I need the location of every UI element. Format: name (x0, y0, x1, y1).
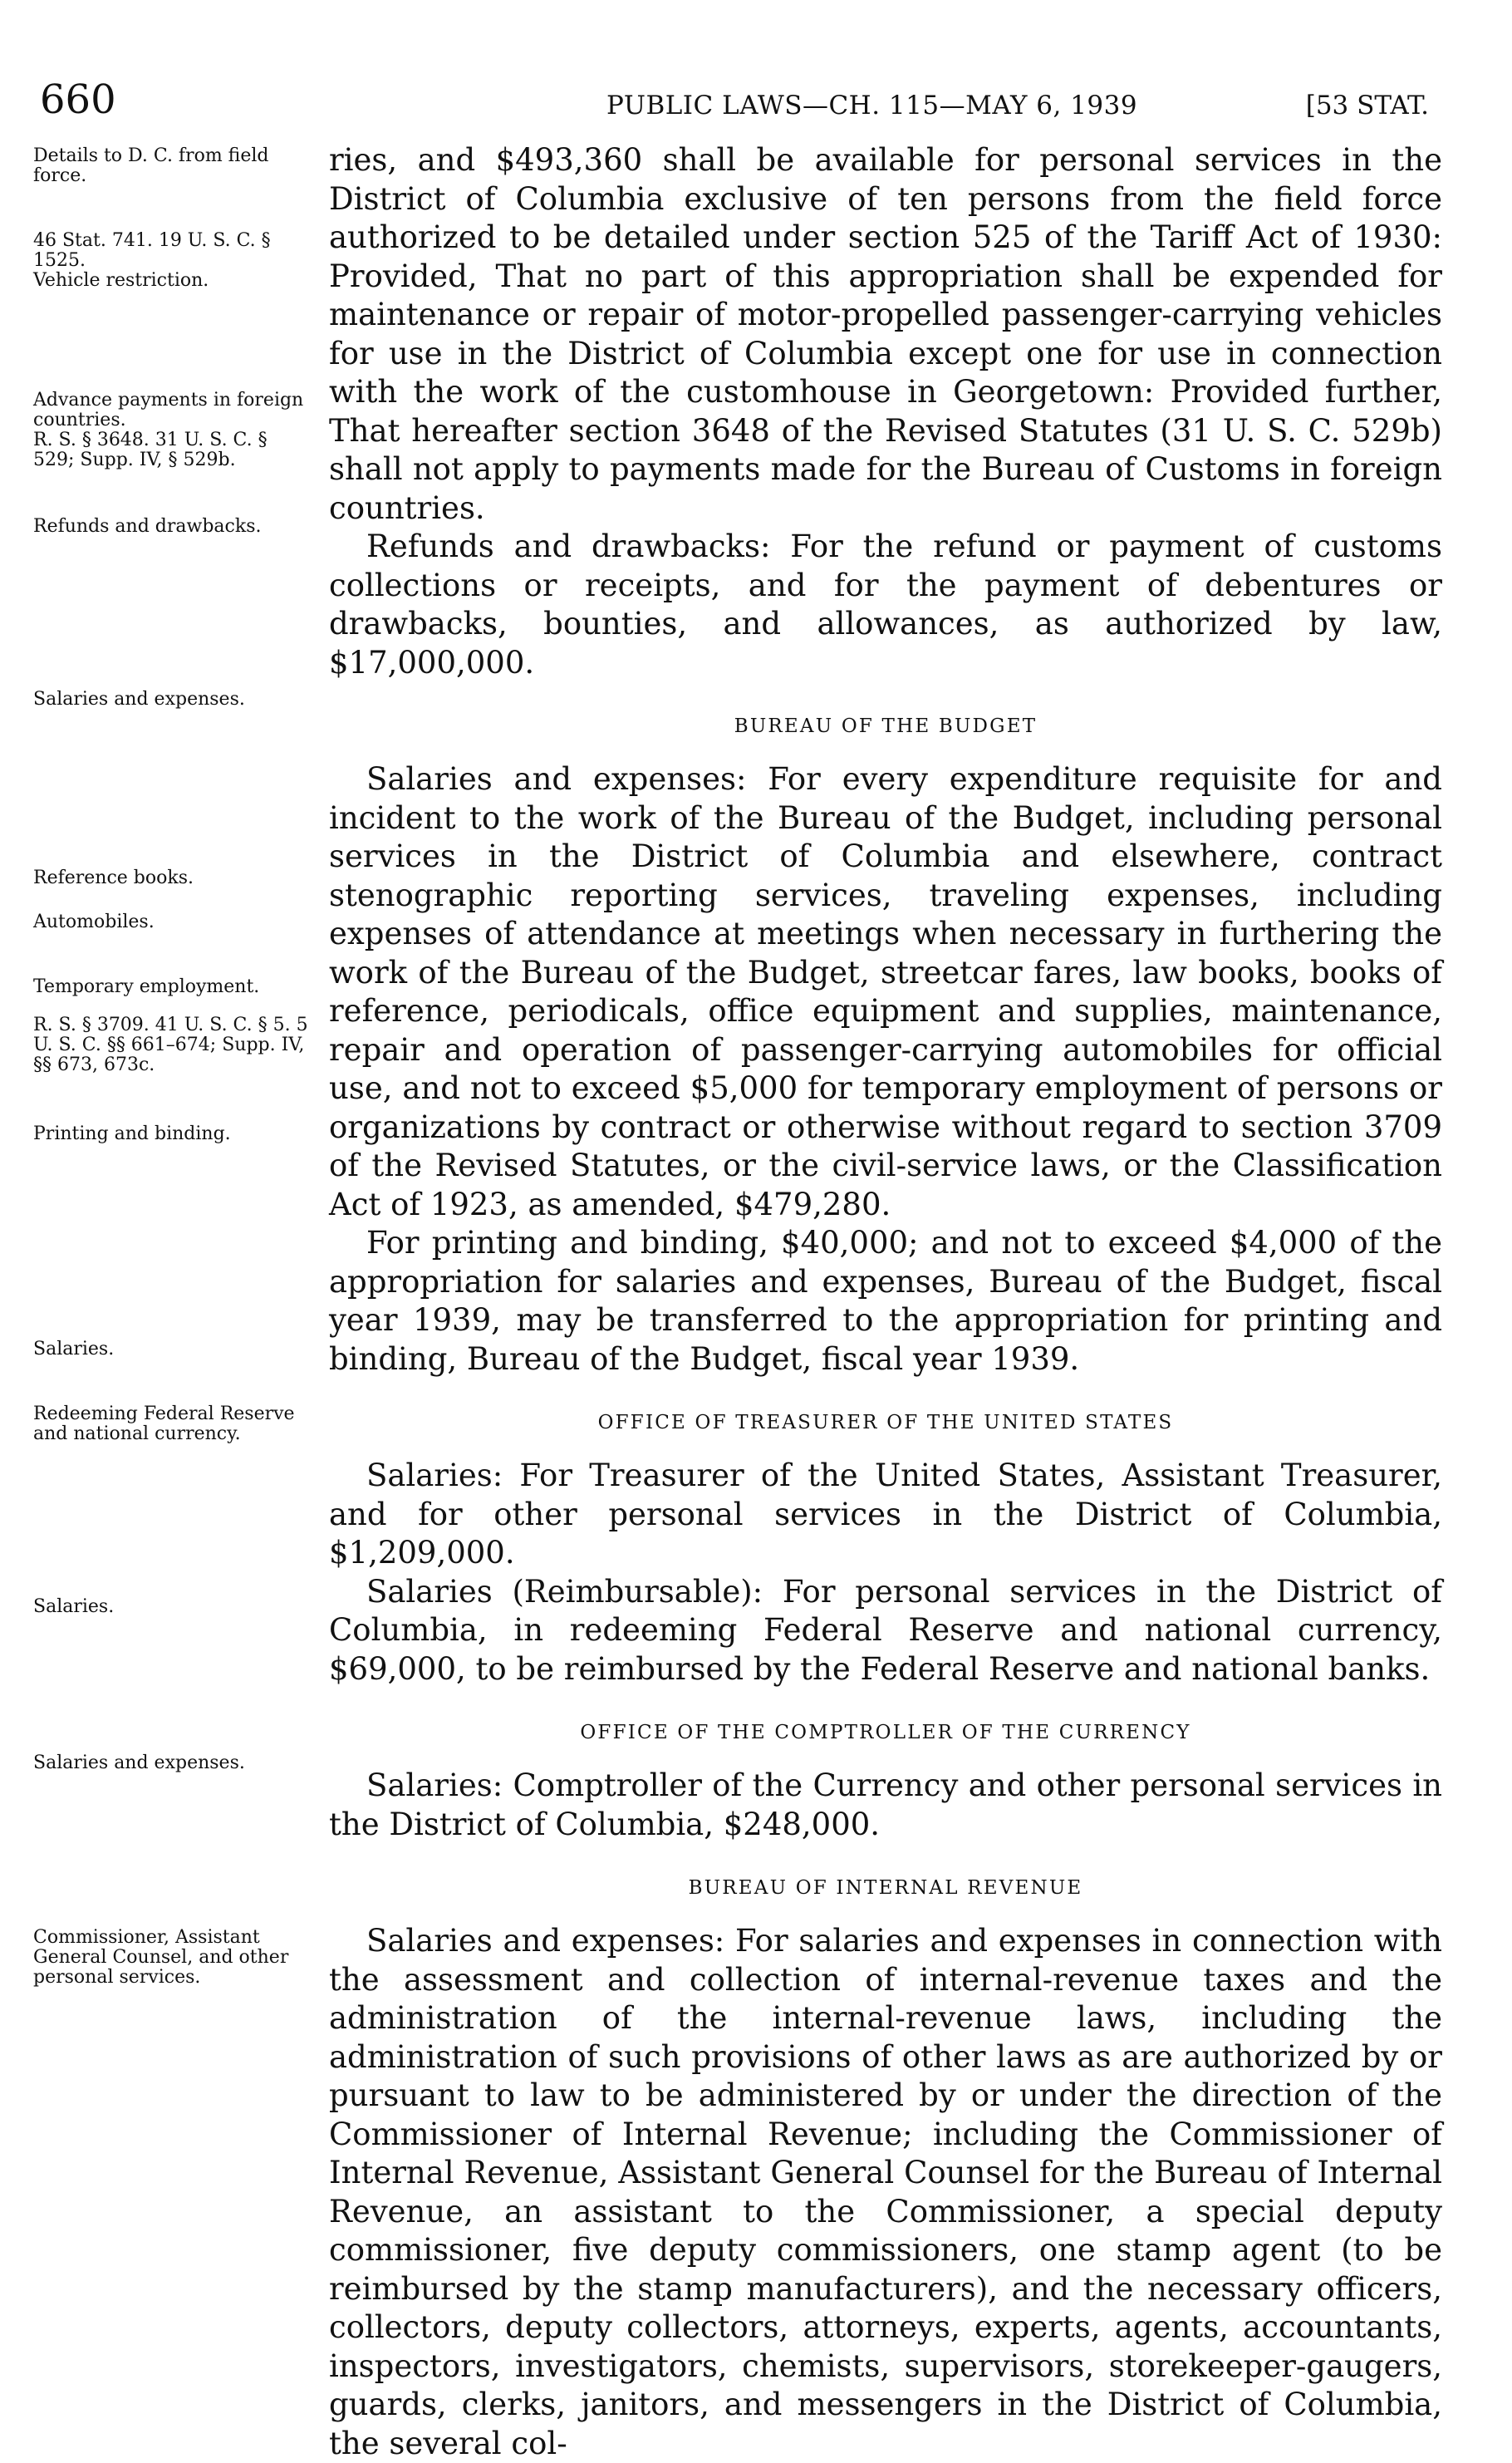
margin-note: Temporary employment. (33, 976, 260, 997)
margin-note: Refunds and drawbacks. (33, 516, 262, 537)
statute-reference: [53 STAT. (1305, 91, 1429, 120)
section-heading-treasurer: OFFICE OF TREASURER OF THE UNITED STATES (597, 1412, 1174, 1433)
margin-note: 46 Stat. 741. 19 U. S. C. § 1525. (33, 230, 271, 271)
paragraph-reimbursable-salaries: Salaries (Reimbursable): For personal services in the District of Columbia, in redeeming Federal Reserve and national currency, $69,000, to be reimbursed by the Federal Reserve and national banks. (329, 1573, 1442, 1687)
margin-note: Salaries and expenses. (33, 689, 245, 710)
section-heading-bureau-of-budget: BUREAU OF THE BUDGET (734, 715, 1038, 737)
margin-note: Redeeming Federal Reserve and national currency. (33, 1404, 295, 1444)
margin-note: R. S. § 3709. 41 U. S. C. § 5. 5 U. S. C. §§ 661–674; Supp. IV, §§ 673, 673c. (33, 1015, 308, 1075)
paragraph-budget-salaries: Salaries and expenses: For every expenditure requisite for and incident to the work of the Bureau of the Budget, including personal services in the District of Columbia and elsewhere, contract stenographic reporting services, traveling expenses, including expenses of attendance at meetings when necessary in furthering the work of the Bureau of the Budget, streetcar fares, law books, books of reference, periodicals, office equipment and supplies, maintenance, repair and operation of passenger-carrying automobiles for official use, and not to exceed $5,000 for temporary employment of persons or organizations by contract or otherwise without regard to section 3709 of the Revised Statutes, or the civil-service laws, or the Classification Act of 1923, as amended, $479,280. (329, 761, 1442, 1222)
paragraph-refunds-drawbacks: Refunds and drawbacks: For the refund or payment of customs collections or receipts, and for the payment of debentures or drawbacks, bounties, and allowances, as authorized by law, $17,000,000. (329, 528, 1442, 681)
margin-note: Details to D. C. from field force. (33, 145, 269, 186)
paragraph-printing-binding: For printing and binding, $40,000; and not to exceed $4,000 of the appropriation for salaries and expenses, Bureau of the Budget, fiscal year 1939, may be transferred to the appropriation for printing and binding, Bureau of the Budget, fiscal year 1939. (329, 1225, 1442, 1377)
paragraph-customs-continued: ries, and $493,360 shall be available for personal services in the District of Columbia exclusive of ten persons from the field force authorized to be detailed under section 525 of the Tariff Act of 1930: Provided, That no part of this appropriation shall be expended for maintenance or repair of motor-propelled passenger-carrying vehicles for use in the District of Columbia except one for use in connection with the work of the customhouse in Georgetown: Provided further, That hereafter section 3648 of the Revised Statutes (31 U. S. C. 529b) shall not apply to payments made for the Bureau of Customs in foreign countries. (329, 142, 1442, 526)
page-header (0, 0, 1512, 141)
margin-note: Automobiles. (33, 912, 155, 932)
page-number: 660 (40, 76, 116, 123)
paragraph-internal-revenue-salaries: Salaries and expenses: For salaries and expenses in connection with the assessment and collection of internal-revenue taxes and the administration of the internal-revenue laws, including the administration of such provisions of other laws as are authorized by or pursuant to law to be administered by or under the direction of the Commissioner of Internal Revenue; including the Commissioner of Internal Revenue, Assistant General Counsel for the Bureau of Internal Revenue, an assistant to the Commissioner, a special deputy commissioner, five deputy commissioners, one stamp agent (to be reimbursed by the stamp manufacturers), and the necessary officers, collectors, deputy collectors, attorneys, experts, agents, accountants, inspectors, investigators, chemists, supervisors, storekeeper-gaugers, guards, clerks, janitors, and messengers in the District of Columbia, the several col- (329, 1923, 1442, 2461)
margin-note: Commissioner, Assistant General Counsel, and other personal services. (33, 1927, 289, 1988)
margin-note: R. S. § 3648. 31 U. S. C. § 529; Supp. IV, § 529b. (33, 430, 268, 470)
margin-note: Advance payments in foreign countries. (33, 390, 304, 430)
paragraph-treasurer-salaries: Salaries: For Treasurer of the United States, Assistant Treasurer, and for other personal services in the District of Columbia, $1,209,000. (329, 1458, 1442, 1571)
paragraph-comptroller-salaries: Salaries: Comptroller of the Currency and other personal services in the District of Columbia, $248,000. (329, 1767, 1442, 1842)
margin-note: Reference books. (33, 868, 194, 888)
margin-note: Salaries and expenses. (33, 1753, 245, 1773)
margin-note: Salaries. (33, 1339, 115, 1359)
margin-note: Printing and binding. (33, 1123, 231, 1144)
section-heading-comptroller: OFFICE OF THE COMPTROLLER OF THE CURRENCY (580, 1722, 1191, 1743)
main-text-column (329, 141, 1442, 2463)
margin-note: Vehicle restriction. (33, 270, 209, 291)
margin-note: Salaries. (33, 1596, 115, 1617)
section-heading-internal-revenue: BUREAU OF INTERNAL REVENUE (688, 1877, 1083, 1899)
running-head: PUBLIC LAWS—CH. 115—MAY 6, 1939 (606, 91, 1138, 120)
